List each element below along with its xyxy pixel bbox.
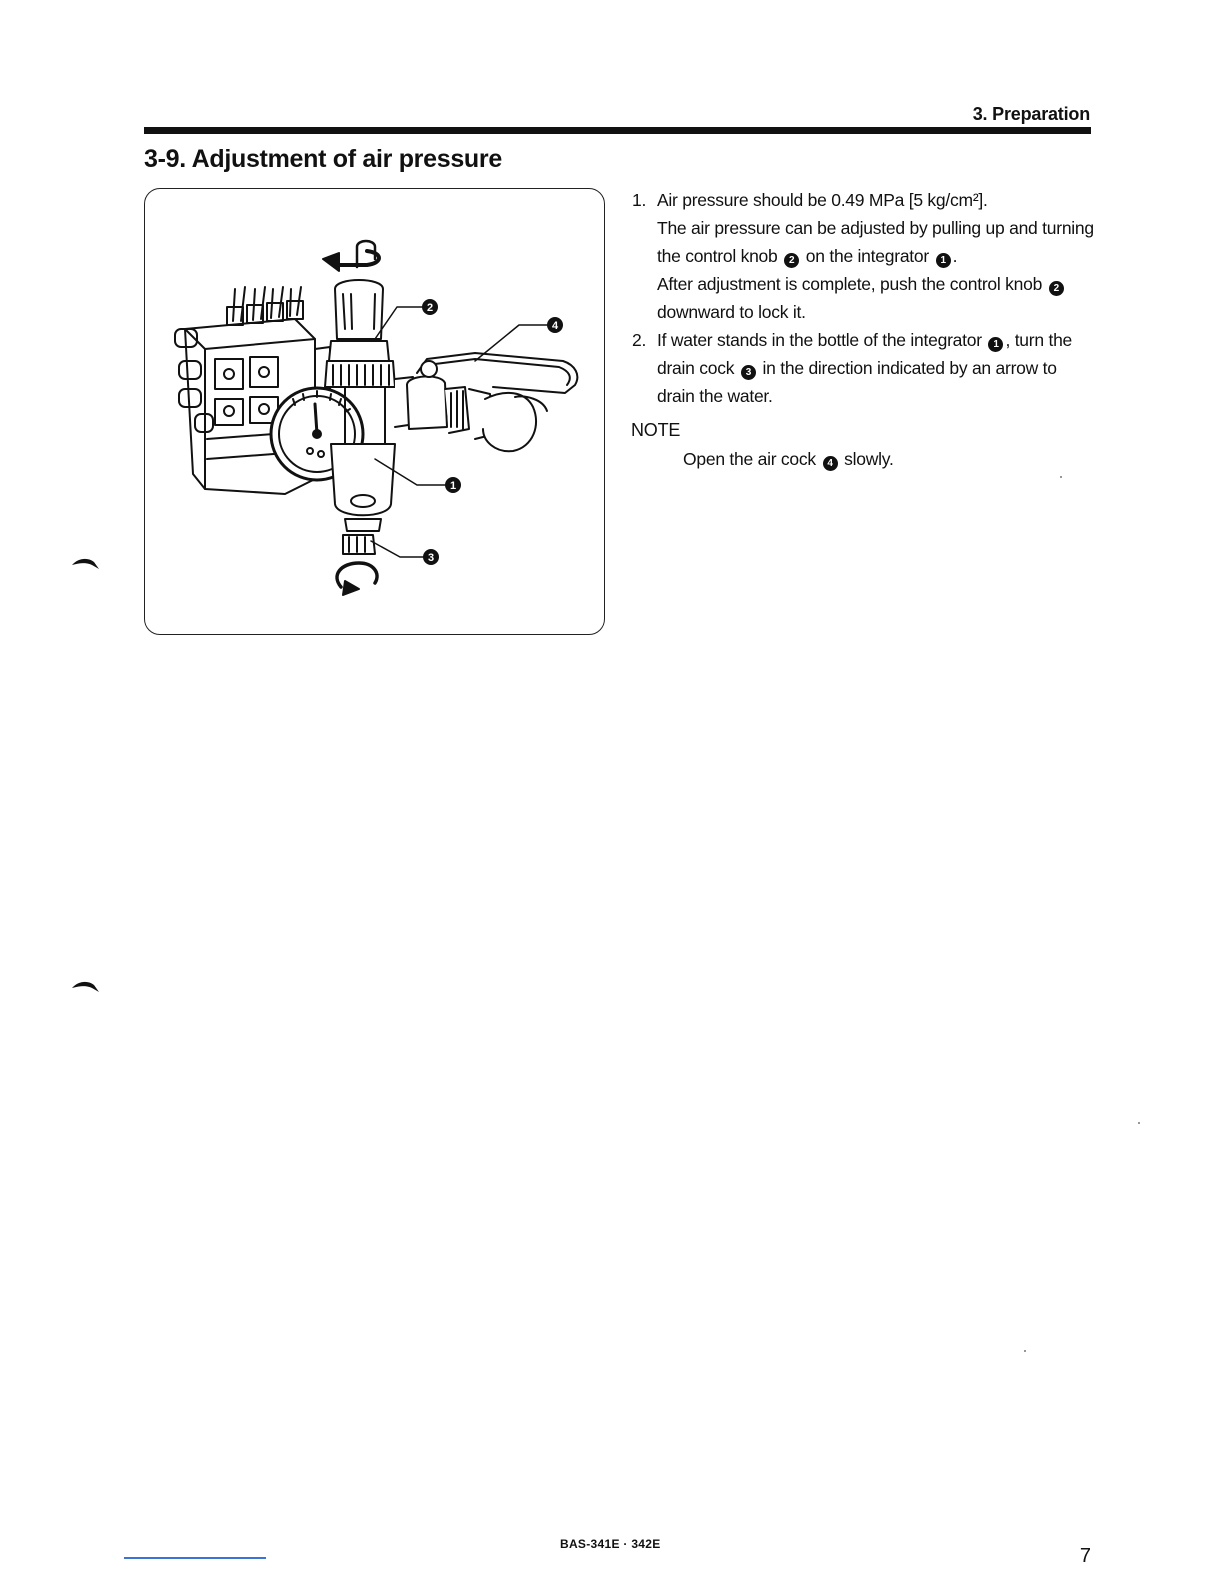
page-marker-icon bbox=[70, 556, 100, 570]
callout-2-label: 2 bbox=[426, 302, 434, 314]
section-title: 3-9. Adjustment of air pressure bbox=[144, 145, 502, 173]
scan-speck bbox=[1024, 1350, 1026, 1352]
step-number: 2. bbox=[632, 330, 647, 350]
header-rule bbox=[144, 127, 1091, 134]
air-regulator-illustration bbox=[145, 189, 605, 635]
callout-3-badge: 3 bbox=[741, 365, 756, 380]
callout-2-badge: 2 bbox=[1049, 281, 1064, 296]
note-text-before: Open the air cock bbox=[683, 449, 816, 469]
scan-speck bbox=[1060, 476, 1062, 478]
callout-4-label: 4 bbox=[551, 320, 559, 332]
callout-3-label: 3 bbox=[427, 552, 435, 564]
note-text bbox=[683, 449, 894, 471]
footer-model: BAS-341E · 342E bbox=[560, 1537, 661, 1551]
step-text: If water stands in the bottle of the integrator bbox=[657, 330, 982, 350]
step-text: downward to lock it. bbox=[657, 302, 806, 322]
callout-1-label: 1 bbox=[449, 480, 457, 492]
callout-4-badge: 4 bbox=[823, 456, 838, 471]
instruction-step bbox=[632, 186, 1094, 326]
step-number: 1. bbox=[632, 190, 647, 210]
page-number: 7 bbox=[1079, 1545, 1091, 1567]
drain-rotation-arrow bbox=[337, 563, 377, 595]
header-section-label: 3. Preparation bbox=[972, 104, 1090, 124]
scan-speck bbox=[1138, 1122, 1140, 1124]
step-text: The air pressure can be adjusted by pulling up and turning the control knob bbox=[657, 218, 1094, 266]
note-label: NOTE bbox=[631, 420, 681, 440]
step-text: , turn the drain cock bbox=[657, 330, 1073, 378]
note-text-after: slowly. bbox=[844, 449, 894, 469]
page-marker-icon bbox=[70, 979, 100, 993]
step-text: After adjustment is complete, push the control knob bbox=[657, 274, 1043, 294]
figure-air-regulator bbox=[144, 188, 605, 635]
air-cock bbox=[395, 353, 577, 451]
knob-rotation-arrow bbox=[323, 241, 379, 271]
step-text: . bbox=[952, 246, 958, 266]
step-text: in the direction indicated by an arrow to drain the water. bbox=[657, 358, 1057, 406]
step-text: Air pressure should be 0.49 MPa [5 kg/cm²]. bbox=[657, 190, 988, 210]
leader-line-3 bbox=[371, 541, 423, 557]
callout-1-badge: 1 bbox=[936, 253, 951, 268]
callout-1-badge: 1 bbox=[988, 337, 1003, 352]
step-text: on the integrator bbox=[805, 246, 929, 266]
bottom-link-underline bbox=[124, 1557, 266, 1559]
callout-2-badge: 2 bbox=[784, 253, 799, 268]
instruction-list bbox=[632, 186, 1094, 410]
instruction-step bbox=[632, 326, 1094, 410]
